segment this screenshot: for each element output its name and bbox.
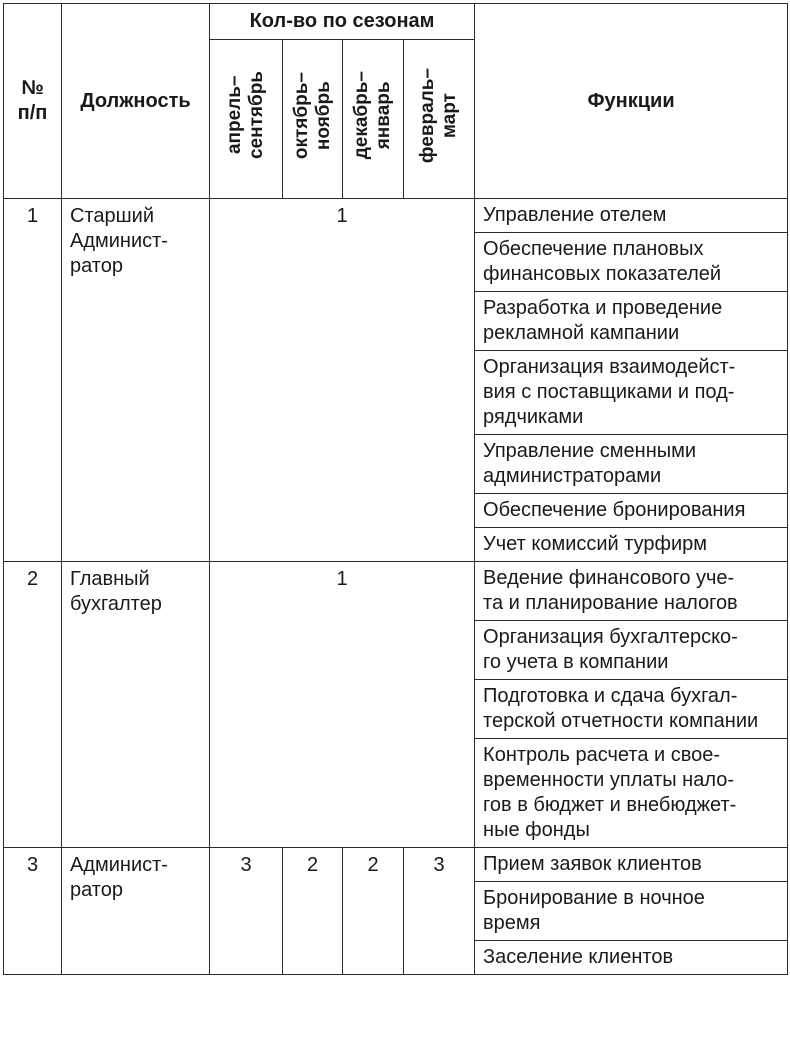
- header-row-1: [4, 4, 788, 40]
- function-cell: Заселение клиентов: [475, 941, 788, 975]
- season-header-cell: [404, 40, 475, 199]
- header-position: Должность: [62, 4, 210, 199]
- function-cell: Организация взаимодейст- вия с поставщиками и под- рядчиками: [475, 351, 788, 435]
- function-cell: Обеспечение плановых финансовых показателей: [475, 233, 788, 292]
- function-cell: Обеспечение бронирования: [475, 494, 788, 528]
- season-dec-jan: декабрь– январь: [351, 71, 394, 160]
- function-cell: Разработка и проведение рекламной кампании: [475, 292, 788, 351]
- season-header-cell: [343, 40, 404, 199]
- header-seasons-group: Кол-во по сезонам: [210, 4, 475, 40]
- row-count-dec-jan: 2: [343, 848, 404, 975]
- function-cell: Бронирование в ночное время: [475, 882, 788, 941]
- function-cell: Управление сменными администраторами: [475, 435, 788, 494]
- function-cell: Контроль расчета и свое- временности уплаты нало- гов в бюджет и внебюджет- ные фонды: [475, 739, 788, 848]
- season-feb-mar: февраль– март: [417, 67, 461, 164]
- row-count-oct-nov: 2: [283, 848, 343, 975]
- season-oct-nov: октябрь– ноябрь: [290, 71, 334, 160]
- season-header-cell: [283, 40, 343, 199]
- function-cell: Прием заявок клиентов: [475, 848, 788, 882]
- row-count-all: 1: [210, 562, 475, 848]
- function-cell: Подготовка и сдача бухгал- терской отчетности компании: [475, 680, 788, 739]
- row-num: 2: [4, 562, 62, 848]
- function-cell: Организация бухгалтерско- го учета в компании: [475, 621, 788, 680]
- row-num: 1: [4, 199, 62, 562]
- header-functions: Функции: [475, 4, 788, 199]
- row-count-all: 1: [210, 199, 475, 562]
- row-position: Админист- ратор: [62, 848, 210, 975]
- table-row: [4, 562, 788, 621]
- function-cell: Управление отелем: [475, 199, 788, 233]
- function-cell: Ведение финансового уче- та и планирование налогов: [475, 562, 788, 621]
- function-cell: Учет комиссий турфирм: [475, 528, 788, 562]
- season-apr-sep: апрель– сентябрь: [224, 71, 267, 160]
- table-row: [4, 848, 788, 882]
- row-count-feb-mar: 3: [404, 848, 475, 975]
- row-num: 3: [4, 848, 62, 975]
- season-header-cell: [210, 40, 283, 199]
- table-row: [4, 199, 788, 233]
- row-count-apr-sep: 3: [210, 848, 283, 975]
- row-position: Главный бухгалтер: [62, 562, 210, 848]
- staff-table: [3, 3, 788, 975]
- row-position: Старший Админист- ратор: [62, 199, 210, 562]
- header-num: № п/п: [4, 4, 62, 199]
